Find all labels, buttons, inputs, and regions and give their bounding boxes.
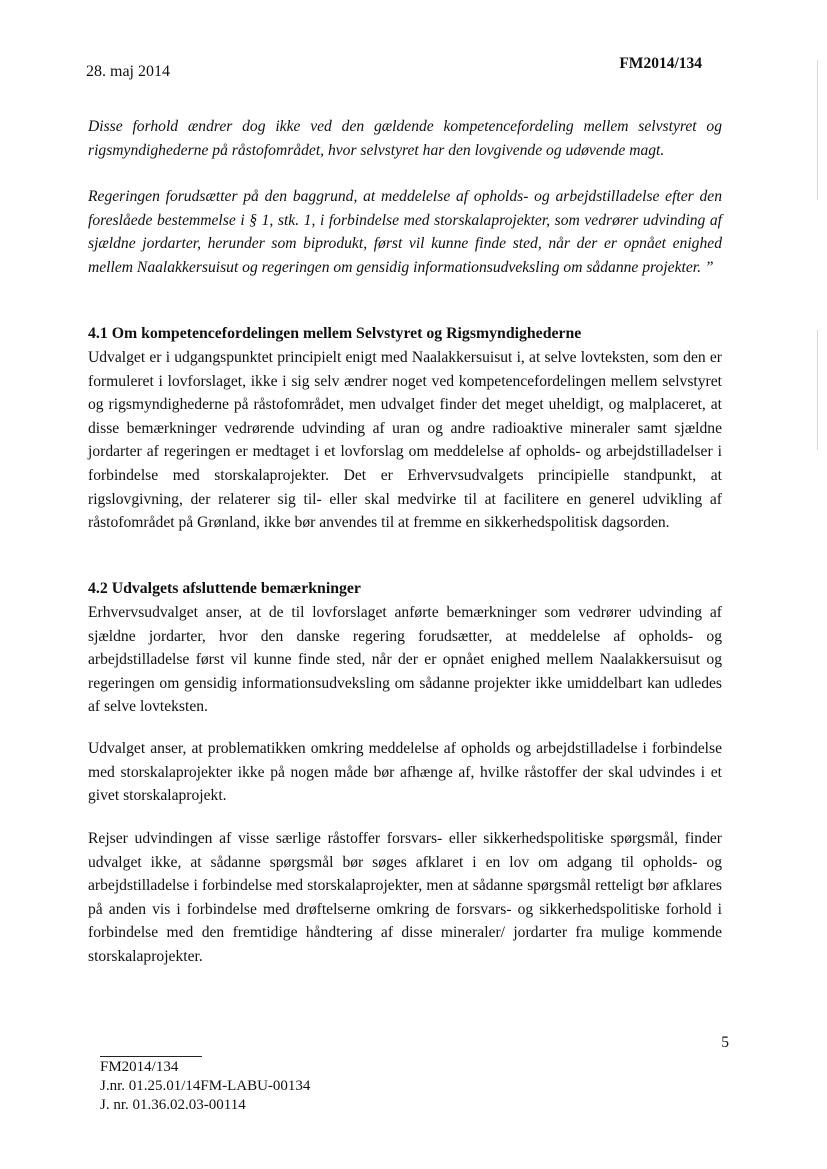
footer-journal-number-1: J.nr. 01.25.01/14FM-LABU-00134 bbox=[100, 1078, 311, 1094]
section-4-2-heading: 4.2 Udvalgets afsluttende bemærkninger bbox=[88, 580, 361, 597]
footnote-rule bbox=[100, 1056, 202, 1057]
footer-journal-number-2: J. nr. 01.36.02.03-00114 bbox=[100, 1097, 246, 1113]
document-date: 28. maj 2014 bbox=[86, 63, 170, 80]
document-id: FM2014/134 bbox=[619, 55, 702, 72]
scan-edge-mark bbox=[817, 60, 818, 200]
section-4-2-paragraph-1: Erhvervsudvalget anser, at de til lovforslaget anførte bemærkninger som vedrører udvinding af sjældne jordarter, hvor den danske regering forudsætter, at meddelelse af opholds- og arbejdstilladelse først vil kunne finde sted, når der er opnået enighed mellem Naalakkersuisut og regeringen om gensidig informationsudveksling om sådanne projekter ikke umiddelbart kan udledes af selve lovteksten. bbox=[88, 604, 722, 716]
section-4-1-heading: 4.1 Om kompetencefordelingen mellem Selvstyret og Rigsmyndighederne bbox=[88, 325, 582, 342]
section-4-1-body: Udvalget er i udgangspunktet principielt enigt med Naalakkersuisut i, at selve lovteksten, som den er formuleret i lovforslaget, ikke i sig selv ændrer noget ved kompetencefordelingen mellem selvstyret og rigsmyndighederne på råstofområdet, men udvalget finder det meget uheldigt, og malplaceret, at disse bemærkninger vedrørende udvinding af uran og andre radioaktive mineraler samt sjældne jordarter af regeringen er medtaget i et lovforslag om meddelelse af opholds- og arbejdstilladelser i forbindelse med storskalaprojekter. Det er Erhvervsudvalgets principielle standpunkt, at rigslovgivning, der relaterer sig til- eller skal medvirke til at facilitere en generel udvikling af råstofområdet på Grønland, ikke bør anvendes til at fremme en sikkerhedspolitisk dagsorden. bbox=[88, 349, 722, 532]
footer-doc-id: FM2014/134 bbox=[100, 1059, 179, 1075]
section-4-2-paragraph-2: Udvalget anser, at problematikken omkring meddelelse af opholds og arbejdstilladelse i forbindelse med storskalaprojekter ikke på nogen måde bør afhænge af, hvilke råstoffer der skal udvindes i et givet storskalaprojekt. bbox=[88, 740, 722, 805]
page-number: 5 bbox=[721, 1034, 729, 1051]
quote-paragraph-2: Regeringen forudsætter på den baggrund, at meddelelse af opholds- og arbejdstilladelse efter den foreslåede bestemmelse i § 1, stk. 1, i forbindelse med storskalaprojekter, som vedrører udvinding af sjældne jordarter, herunder som biprodukt, først vil kunne finde sted, når der er opnået enighed mellem Naalakkersuisut og regeringen om gensidig informationsudveksling om sådanne projekter. ” bbox=[88, 188, 722, 276]
scan-edge-mark bbox=[817, 330, 818, 450]
section-4-2-paragraph-3: Rejser udvindingen af visse særlige råstoffer forsvars- eller sikkerhedspolitiske spørgsmål, finder udvalget ikke, at sådanne spørgsmål bør søges afklaret i en lov om adgang til opholds- og arbejdstilladelse i forbindelse med storskalaprojekter, men at sådanne spørgsmål retteligt bør afklares på anden vis i forbindelse med drøftelserne omkring de forsvars- og sikkerhedspolitiske forhold i forbindelse med den fremtidige håndtering af disse mineraler/ jordarter fra mulige kommende storskalaprojekter. bbox=[88, 830, 722, 965]
quote-paragraph-1: Disse forhold ændrer dog ikke ved den gældende kompetencefordeling mellem selvstyret og rigsmyndighederne på råstofområdet, hvor selvstyret har den lovgivende og udøvende magt. bbox=[88, 118, 722, 159]
